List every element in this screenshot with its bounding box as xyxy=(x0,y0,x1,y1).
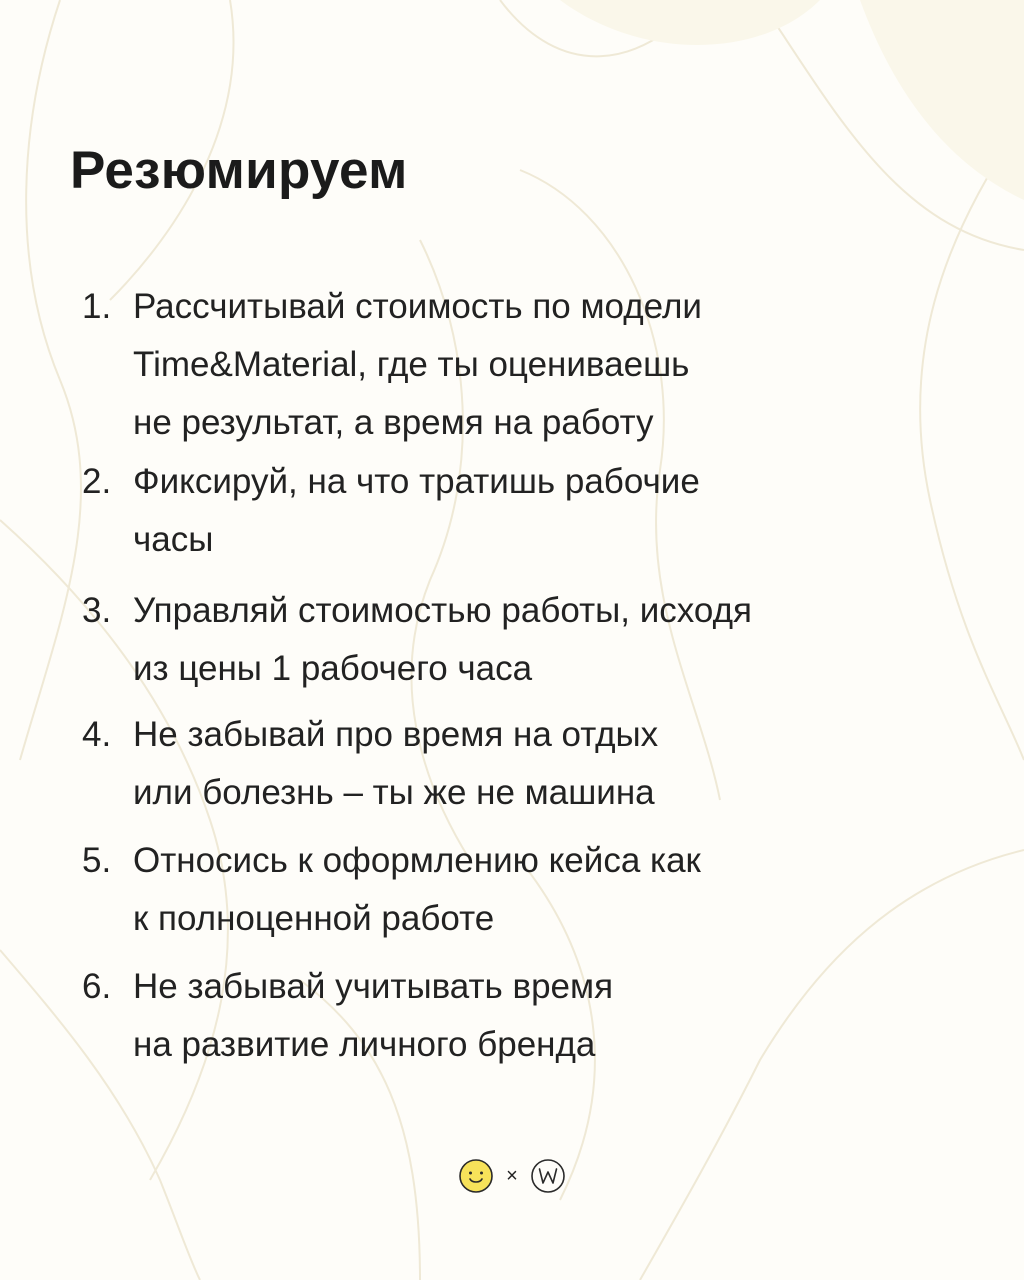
list-item-text: Относись к оформлению кейса как к полноценной работе xyxy=(133,841,701,938)
list-item-text: Управляй стоимостью работы, исходя из цены 1 рабочего часа xyxy=(133,591,752,688)
list-item-text: Не забывай учитывать время на развитие личного бренда xyxy=(133,967,614,1064)
list-item-text: Фиксируй, на что тратишь рабочие часы xyxy=(133,462,700,559)
list-item-number: 6. xyxy=(82,967,112,1006)
brand-footer xyxy=(0,1148,1024,1204)
circled-w-icon xyxy=(530,1158,566,1194)
list-item-number: 3. xyxy=(82,591,112,630)
list-item-text: Рассчитывай стоимость по модели Time&Material, где ты оцениваешь не результат, а время на работу xyxy=(133,287,702,442)
list-item-number: 4. xyxy=(82,715,112,754)
list-item-number: 5. xyxy=(82,841,112,880)
list-item-number: 2. xyxy=(82,462,112,501)
page-title: Резюмируем xyxy=(70,141,408,200)
brand-separator: × xyxy=(506,1165,518,1187)
smiley-face-icon xyxy=(458,1158,494,1194)
list-item-text: Не забывай про время на отдых или болезнь – ты же не машина xyxy=(133,715,659,812)
list-item-number: 1. xyxy=(82,287,112,326)
